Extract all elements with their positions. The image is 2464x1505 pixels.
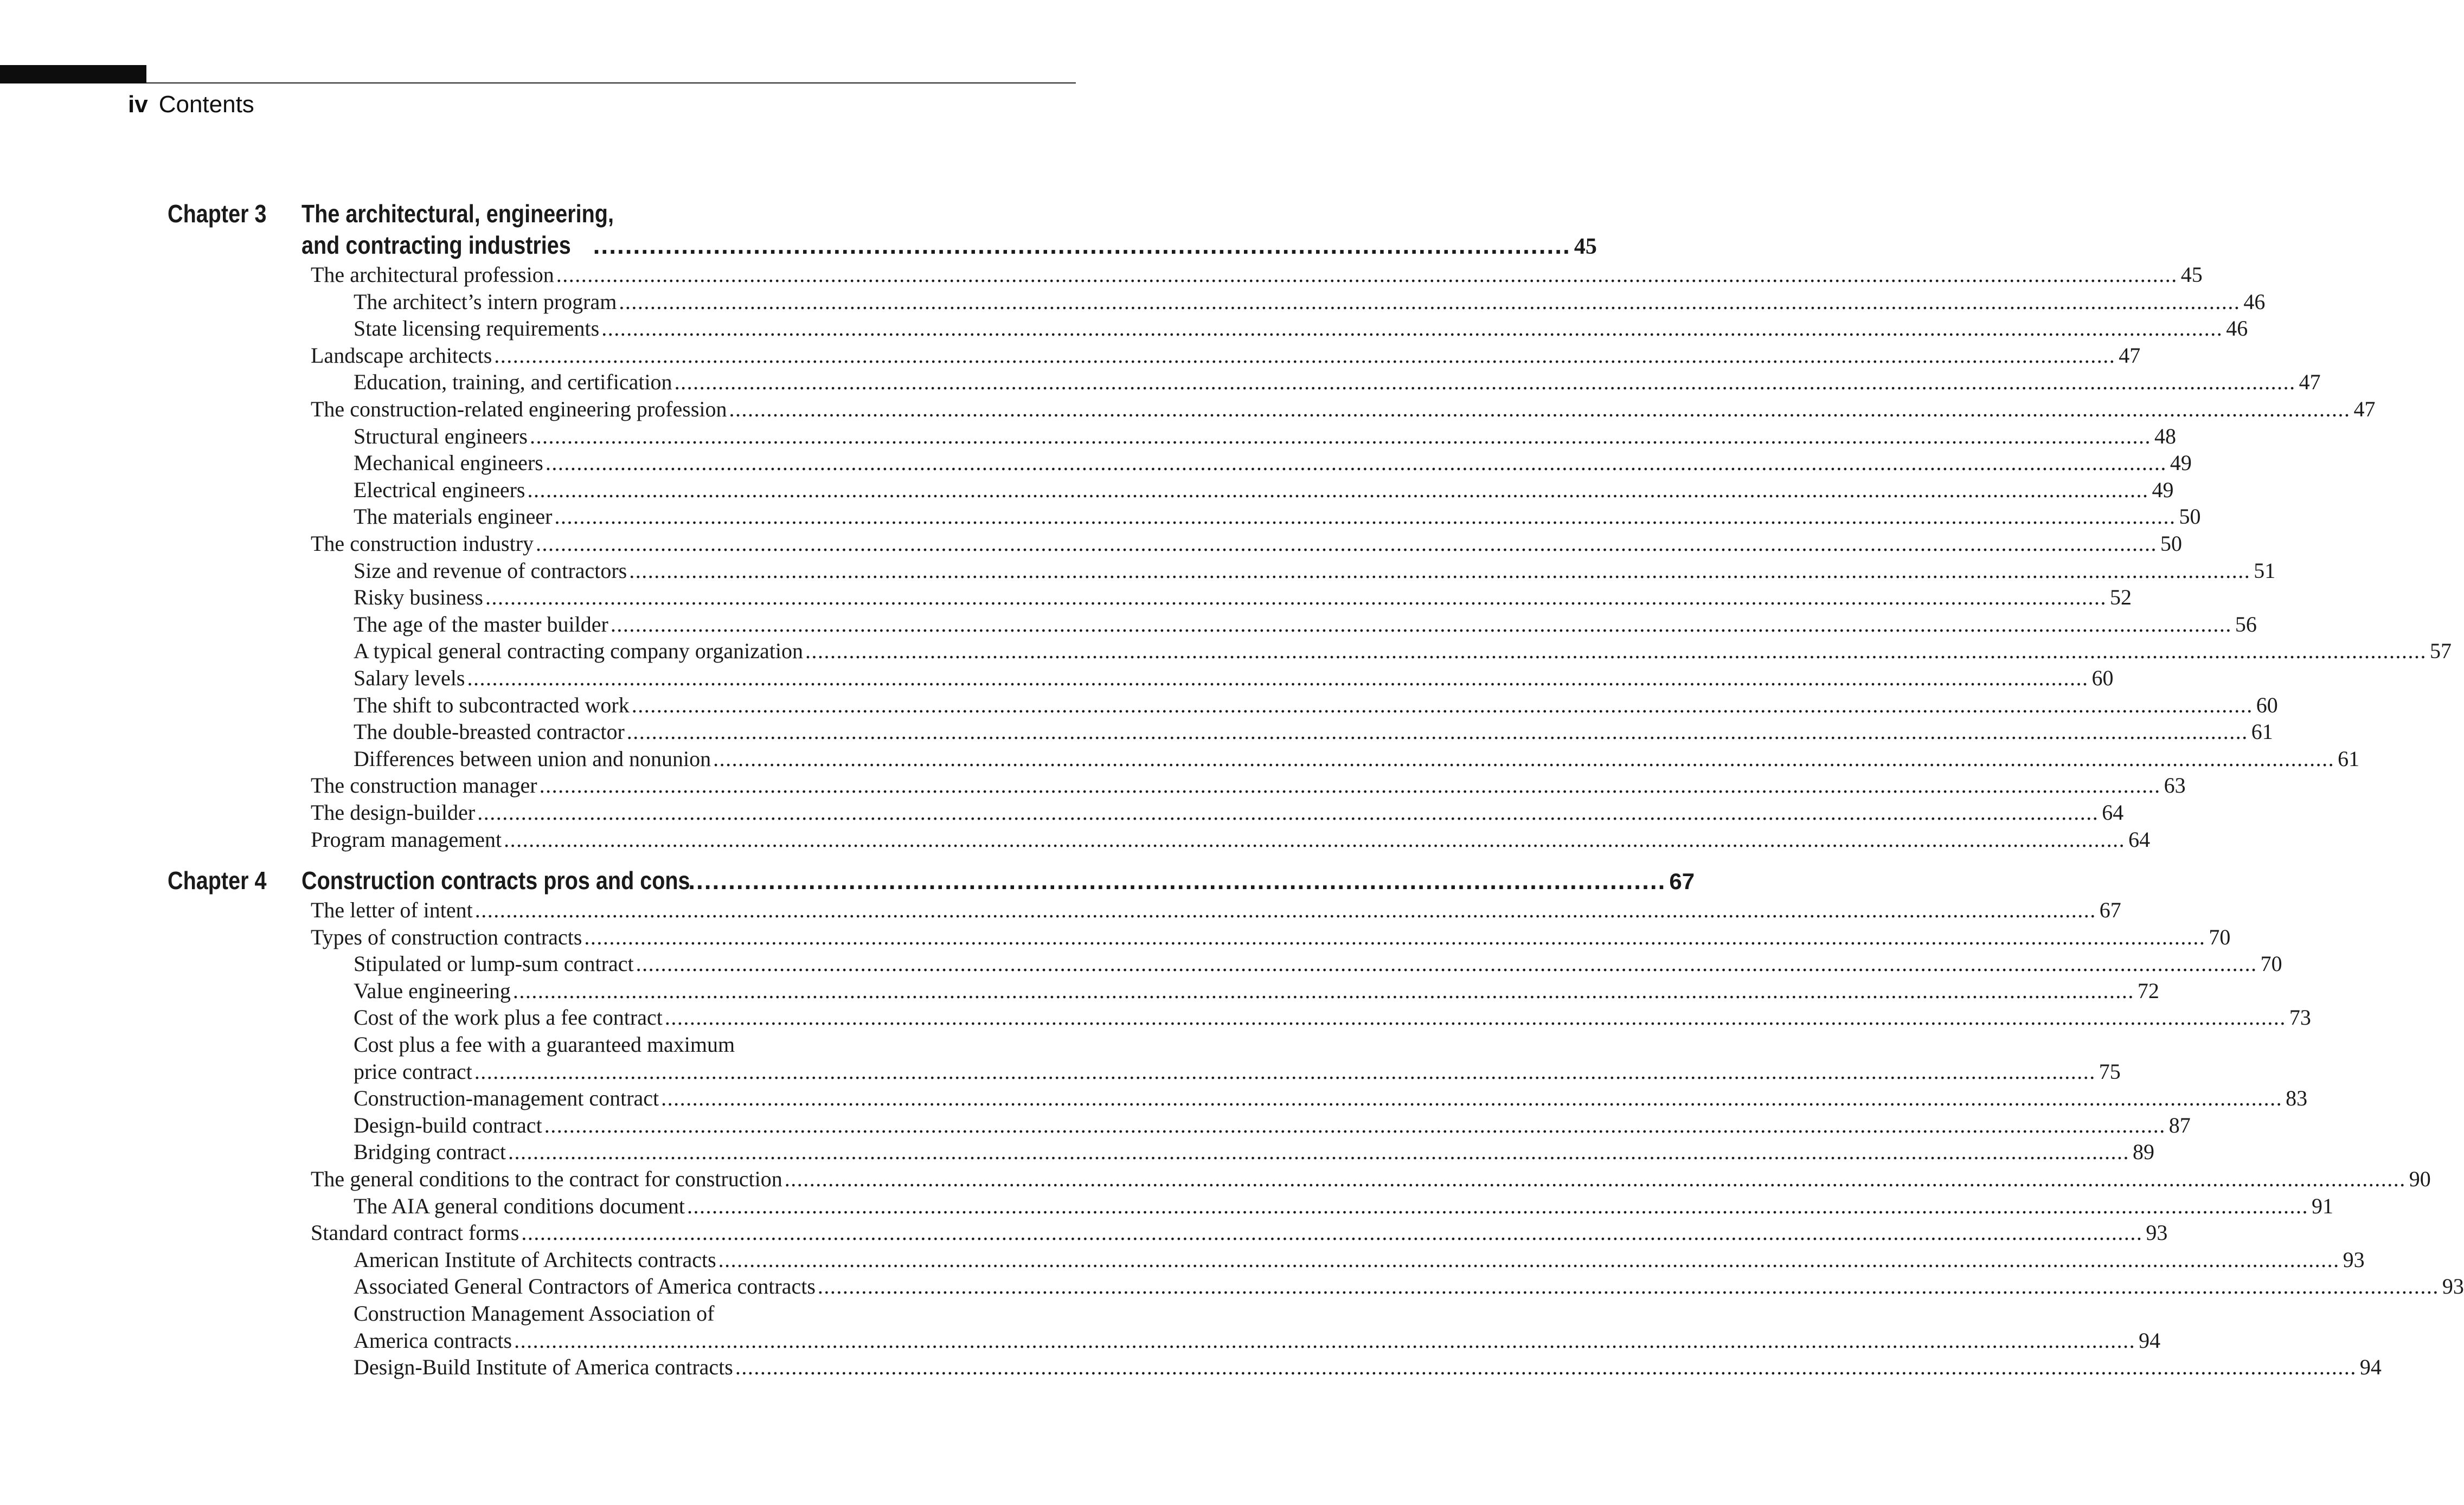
leader-dots: .................................................................................................................................................................................................................................................................... (636, 951, 2257, 976)
leader-dots: .................................................................................................................................................................................................................................................................... (626, 719, 2248, 744)
toc-page-number: 63 (2164, 773, 2186, 798)
toc-entry[interactable] (311, 1166, 2431, 1192)
leader-dots: .......................................................................................................................... (688, 866, 1666, 895)
leader-dots: .................................................................................................................................................................................................................................................................... (554, 504, 2176, 529)
leader-dots: .................................................................................................................................................................................................................................................................... (544, 1112, 2166, 1137)
header-black-bar (0, 65, 146, 83)
toc-page-number: 93 (2442, 1274, 2464, 1299)
toc-entry[interactable] (354, 557, 2276, 584)
toc-page-number: 73 (2289, 1005, 2311, 1030)
toc-entry[interactable] (311, 261, 2203, 288)
toc-entry[interactable] (311, 799, 2124, 826)
toc-page-number: 87 (2168, 1112, 2191, 1137)
toc-entry[interactable] (311, 342, 2141, 369)
leader-dots: .................................................................................................................................................................................................................................................................... (530, 423, 2151, 448)
toc-entry[interactable] (354, 369, 2321, 395)
leader-dots: .................................................................................................................................................................................................................................................................... (477, 800, 2099, 825)
toc-page-number: 48 (2154, 423, 2176, 448)
leader-dots: .................................................................................................................................................................................................................................................................... (474, 1059, 2096, 1084)
toc-entry[interactable] (354, 745, 2360, 772)
toc-entry[interactable] (354, 611, 2257, 638)
toc-entry[interactable] (354, 977, 2159, 1004)
toc-page-number: 94 (2139, 1328, 2161, 1353)
toc-page-number: 91 (2311, 1193, 2333, 1218)
toc-entry-title: Landscape architects (311, 343, 492, 368)
toc-page-number: 61 (2338, 746, 2360, 771)
toc-page-number: 47 (2353, 397, 2376, 421)
toc-entry[interactable] (354, 423, 2176, 449)
toc-entry[interactable] (311, 772, 2186, 799)
toc-entry-title: The architectural profession (311, 262, 554, 287)
toc-entry[interactable] (354, 1058, 2121, 1085)
toc-entry[interactable] (311, 530, 2183, 557)
toc-page-number: 89 (2133, 1140, 2155, 1165)
toc-entry[interactable] (311, 396, 2376, 422)
leader-dots: .................................................................................................................................................................................................................................................................... (610, 612, 2232, 636)
toc-entry[interactable] (311, 1219, 2168, 1246)
toc-page-number: 67 (2099, 898, 2121, 922)
toc-entry-title: Construction Management Association of (354, 1301, 715, 1326)
toc-entry-title: Structural engineers (354, 423, 528, 448)
toc-entry-title: Cost plus a fee with a guaranteed maximum (354, 1032, 735, 1057)
toc-entry[interactable] (354, 1193, 2333, 1219)
leader-dots: .................................................................................................................................................................................................................................................................... (619, 289, 2241, 314)
toc-entry[interactable] (354, 665, 2114, 691)
toc-entry-title: Risky business (354, 585, 483, 610)
toc-entry-title: The architect’s intern program (354, 289, 617, 314)
toc-page-number: 72 (2137, 978, 2159, 1003)
leader-dots: .................................................................................................................................................................................................................................................................... (805, 639, 2427, 664)
leader-dots: .................................................................................................................................................................................................................................................................... (817, 1274, 2439, 1299)
leader-dots: .................................................................................................................................................................................................................................................................... (686, 1193, 2308, 1218)
toc-entry[interactable] (354, 1300, 972, 1327)
toc-entry-title: price contract (354, 1059, 472, 1084)
toc-page-number: 51 (2254, 558, 2276, 583)
toc-page-number: 49 (2152, 477, 2174, 502)
toc-entry-title: Value engineering (354, 978, 511, 1003)
toc-entry-title: Program management (311, 827, 502, 852)
toc-entry[interactable] (354, 1031, 972, 1058)
toc-entry-title: Cost of the work plus a fee contract (354, 1005, 663, 1030)
toc-page-number: 47 (2299, 370, 2321, 395)
toc-entry[interactable] (311, 897, 2121, 923)
toc-entry[interactable] (311, 924, 2231, 950)
running-head-title: Contents (158, 91, 254, 118)
toc-page-number: 60 (2091, 666, 2114, 690)
toc-page-number: 83 (2286, 1086, 2308, 1111)
toc-entry[interactable] (354, 692, 2278, 718)
toc-entry-title: Differences between union and nonunion (354, 746, 711, 771)
toc-page-number: 93 (2146, 1220, 2168, 1245)
header-rule (146, 82, 1076, 83)
leader-dots: .................................................................................................................................................................................................................................................................... (527, 477, 2149, 502)
toc-entry[interactable] (354, 1085, 2308, 1111)
toc-entry[interactable] (354, 1246, 2365, 1273)
chapter-label: Chapter 4 (168, 866, 267, 895)
toc-entry[interactable] (354, 1327, 2161, 1354)
toc-entry-title: The materials engineer (354, 504, 553, 529)
toc-entry-title: Bridging contract (354, 1140, 506, 1165)
toc-entry-title: Construction-management contract (354, 1086, 659, 1111)
chapter-title[interactable] (301, 865, 1695, 896)
toc-page-number: 61 (2251, 719, 2273, 744)
toc-entry[interactable] (354, 1273, 2464, 1300)
toc-entry[interactable] (354, 288, 2266, 315)
toc-entry-title: Types of construction contracts (311, 924, 582, 949)
toc-entry-title: Design-Build Institute of America contracts (354, 1355, 733, 1380)
chapter-title-line-1: Construction contracts pros and cons (301, 866, 690, 895)
leader-dots: .................................................................................................................................................................................................................................................................... (784, 1167, 2406, 1191)
leader-dots: .................................................................................................................................................................................................................................................................... (521, 1220, 2143, 1245)
toc-entry[interactable] (354, 638, 2452, 664)
toc-page-number: 75 (2099, 1059, 2121, 1084)
toc-entry-title: Electrical engineers (354, 477, 525, 502)
toc-entry-title: America contracts (354, 1328, 512, 1353)
toc-entry-title: The double-breasted contractor (354, 719, 625, 744)
leader-dots: .................................................................................................................................................................................................................................................................... (713, 746, 2335, 771)
leader-dots: .................................................................................................................................................................................................................................................................... (664, 1005, 2286, 1030)
leader-dots: .................................................................................................................................................................................................................................................................... (494, 343, 2116, 368)
toc-page-number: 45 (2180, 262, 2203, 287)
leader-dots: .................................................................................................................................................................................................................................................................... (556, 262, 2178, 287)
toc-entry-title: The shift to subcontracted work (354, 692, 630, 717)
leader-dots: .................................................................................................................................................................................................................................................................... (508, 1140, 2130, 1165)
toc-entry-title: Salary levels (354, 666, 465, 690)
toc-page-number: 90 (2409, 1167, 2431, 1191)
toc-entry[interactable] (354, 1004, 2311, 1031)
toc-entry-title: The construction industry (311, 531, 534, 556)
toc-entry[interactable] (354, 1354, 2382, 1380)
toc-entry-title: Associated General Contractors of America contracts (354, 1274, 816, 1299)
leader-dots: .................................................................................................................................................................................................................................................................... (504, 827, 2126, 852)
leader-dots: .................................................................................................................................................................................................................................................................... (661, 1086, 2283, 1111)
toc-page-number: 57 (2429, 639, 2452, 664)
chapter-title-line-2: and contracting industries (301, 231, 571, 259)
leader-dots: .................................................................................................................................................................................................................................................................... (584, 924, 2206, 949)
toc-entry-title: The construction manager (311, 773, 537, 798)
toc-entry-title: The general conditions to the contract for construction (311, 1167, 782, 1191)
toc-page-number: 60 (2256, 692, 2278, 717)
toc-page-number: 50 (2179, 504, 2201, 529)
toc-entry[interactable] (354, 449, 2192, 476)
toc-entry-title: The age of the master builder (354, 612, 608, 636)
toc-page-number: 50 (2160, 531, 2183, 556)
toc-page-number: 64 (2102, 800, 2124, 825)
toc-entry[interactable] (354, 584, 2132, 610)
toc-entry[interactable] (354, 1112, 2191, 1139)
toc-entry-title: A typical general contracting company organization (354, 639, 803, 664)
toc-page-number: 56 (2235, 612, 2257, 636)
toc-entry-title: Design-build contract (354, 1112, 542, 1137)
chapter-page-number: 45 (1574, 234, 1597, 259)
toc-page-number: 70 (2260, 951, 2282, 976)
chapter-label: Chapter 3 (168, 200, 267, 228)
leader-dots: .................................................................................................................................................................................................................................................................... (629, 558, 2251, 583)
toc-entry[interactable] (354, 1139, 2155, 1165)
leader-dots: .................................................................................................................................................................................................................................................................... (718, 1247, 2340, 1272)
toc-page-number: 64 (2128, 827, 2151, 852)
toc-entry[interactable] (354, 950, 2282, 977)
leader-dots: .................................................................................................................................................................................................................................................................... (735, 1355, 2357, 1380)
toc-entry-title: Mechanical engineers (354, 451, 543, 475)
leader-dots: .................................................................................................................................................................................................................................................................... (536, 531, 2158, 556)
toc-entry-title: State licensing requirements (354, 316, 600, 341)
toc-entry[interactable] (311, 826, 2151, 853)
toc-entry-title: The design-builder (311, 800, 476, 825)
leader-dots: .................................................................................................................................................................................................................................................................... (674, 370, 2296, 395)
leader-dots: .................................................................................................................................................................................................................................................................... (467, 666, 2089, 690)
leader-dots: .................................................................................................................................................................................................................................................................... (601, 316, 2223, 341)
toc-page-number: 46 (2243, 289, 2266, 314)
toc-entry-title: The letter of intent (311, 898, 473, 922)
toc-entry[interactable] (354, 477, 2174, 503)
chapter-page-number: 67 (1669, 869, 1695, 894)
chapter-title-line-1: The architectural, engineering, (301, 200, 614, 228)
toc-entry-title: Stipulated or lump-sum contract (354, 951, 634, 976)
leader-dots: .................................................................................................................................................................................................................................................................... (631, 692, 2253, 717)
toc-entry-title: Standard contract forms (311, 1220, 519, 1245)
toc-page-number: 93 (2343, 1247, 2365, 1272)
toc-page-number: 94 (2359, 1355, 2382, 1380)
toc-entry-title: The AIA general conditions document (354, 1193, 685, 1218)
toc-entry-title: Education, training, and certification (354, 370, 672, 395)
leader-dots: .................................................................................................................................................................................................................................................................... (512, 978, 2134, 1003)
toc-entry-title: The construction-related engineering profession (311, 397, 727, 421)
leader-dots: .................................................................................................................................................................................................................................................................... (485, 585, 2107, 610)
toc-page-number: 52 (2109, 585, 2132, 610)
toc-entry-title: Size and revenue of contractors (354, 558, 627, 583)
toc-entry[interactable] (354, 718, 2273, 745)
toc-entry[interactable] (354, 315, 2248, 342)
leader-dots: .................................................................................................................................................................................................................................................................... (539, 773, 2161, 798)
toc-entry[interactable] (354, 503, 2201, 530)
leader-dots: .................................................................................................................................................................................................................................................................... (545, 451, 2167, 475)
toc-page-number: 70 (2209, 924, 2231, 949)
running-head (128, 91, 254, 118)
toc-page-number: 47 (2119, 343, 2141, 368)
leader-dots: .................................................................................................................................................................................................................................................................... (474, 898, 2096, 922)
leader-dots: .................................................................................................................................................................................................................................................................... (729, 397, 2351, 421)
leader-dots: .......................................................................................................................... (593, 231, 1571, 259)
toc-page-number: 49 (2170, 451, 2192, 475)
toc-page-number: 46 (2226, 316, 2248, 341)
toc-entry-title: American Institute of Architects contracts (354, 1247, 716, 1272)
leader-dots: .................................................................................................................................................................................................................................................................... (514, 1328, 2136, 1353)
page-folio: iv (128, 91, 148, 118)
chapter-title[interactable] (301, 198, 1597, 261)
